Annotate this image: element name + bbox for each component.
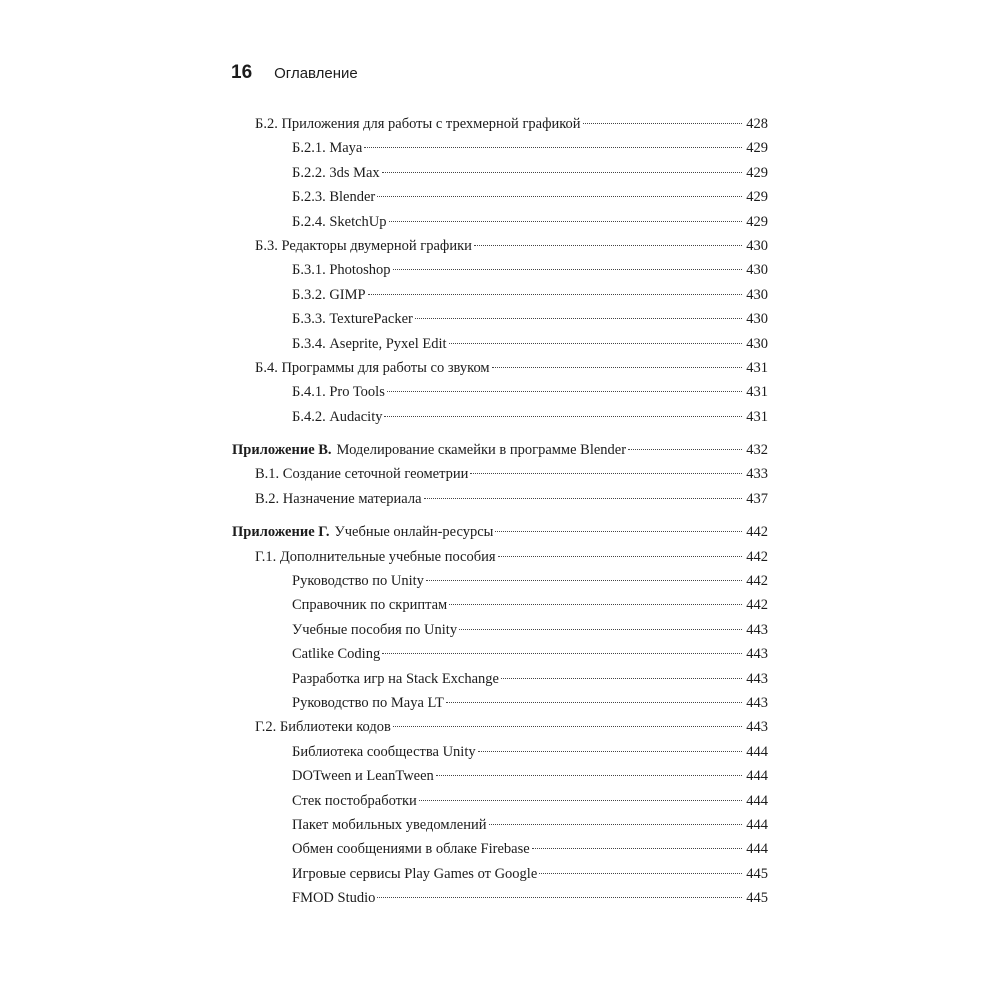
toc-entry-title: Руководство по Maya LT <box>292 694 444 711</box>
toc-entry[interactable] <box>232 549 768 573</box>
dot-leader <box>419 800 742 801</box>
toc-entry[interactable] <box>232 622 768 646</box>
toc-entry[interactable] <box>232 336 768 360</box>
toc-entry-page-number: 428 <box>746 116 768 132</box>
toc-entry-title: Игровые сервисы Play Games от Google <box>292 865 538 882</box>
dot-leader <box>446 702 742 703</box>
toc-entry[interactable] <box>232 287 768 311</box>
toc-entry[interactable] <box>232 573 768 597</box>
toc-entry-page-number: 445 <box>746 865 768 882</box>
running-head <box>231 62 358 88</box>
toc-entry-page-number: 444 <box>746 816 768 833</box>
toc-entry-title: DOTween и LeanTween <box>292 768 434 785</box>
toc-entry[interactable] <box>232 214 768 238</box>
toc-entry-page-number: 430 <box>746 237 768 254</box>
toc-entry-title: Учебные онлайн-ресурсы <box>334 524 494 541</box>
toc-entry-page-number: 430 <box>746 311 768 328</box>
dot-leader <box>393 726 742 727</box>
dot-leader <box>449 604 742 605</box>
dot-leader <box>459 629 742 630</box>
dot-leader <box>377 897 742 898</box>
toc-entry[interactable] <box>232 140 768 164</box>
toc-entry-title: Б.3.2. GIMP <box>292 286 366 303</box>
dot-leader <box>389 221 742 222</box>
dot-leader <box>436 775 742 776</box>
toc-entry-title: Б.2.3. Blender <box>292 189 376 206</box>
toc-entry-page-number: 443 <box>746 719 768 736</box>
toc-entry-title: Учебные пособия по Unity <box>292 621 458 638</box>
toc-entry-page-number: 429 <box>746 213 768 230</box>
toc-entry[interactable] <box>232 841 768 865</box>
toc-entry-page-number: 442 <box>746 573 768 590</box>
toc-entry[interactable] <box>232 744 768 768</box>
dot-leader <box>387 391 742 392</box>
toc-entry-title: FMOD Studio <box>292 890 376 907</box>
toc-entry-title: Библиотека сообщества Unity <box>292 743 476 760</box>
page-number: 16 <box>231 62 253 83</box>
toc-entry[interactable] <box>232 491 768 515</box>
dot-leader <box>532 848 742 849</box>
toc-entry-page-number: 444 <box>746 841 768 858</box>
toc-entry-page-number: 442 <box>746 548 768 565</box>
toc-entry-page-number: 444 <box>746 743 768 760</box>
toc-entry-page-number: 442 <box>746 524 768 541</box>
toc-entry-page-number: 442 <box>746 597 768 614</box>
toc-entry-title: Обмен сообщениями в облаке Firebase <box>292 841 530 858</box>
toc-entry-page-number: 443 <box>746 694 768 711</box>
toc-entry-page-number: 443 <box>746 670 768 687</box>
toc-entry-page-number: 443 <box>746 621 768 638</box>
dot-leader <box>364 147 742 148</box>
toc-entry-page-number: 444 <box>746 792 768 809</box>
toc-entry-page-number: 430 <box>746 262 768 279</box>
toc-entry-page-number: 437 <box>746 490 768 507</box>
toc-entry-page-number: 431 <box>746 384 768 401</box>
toc-entry-title: Б.3. Редакторы двумерной графики <box>255 237 472 254</box>
toc-entry-title: Б.4.2. Audacity <box>292 408 383 425</box>
toc-entry[interactable] <box>232 262 768 286</box>
dot-leader <box>382 172 742 173</box>
toc-entry-title: Catlike Coding <box>292 646 381 663</box>
toc-entry[interactable] <box>232 890 768 914</box>
toc-entry-title: Стек постобработки <box>292 792 417 809</box>
dot-leader <box>628 449 742 450</box>
table-of-contents <box>232 116 768 915</box>
toc-entry-title: Г.2. Библиотеки кодов <box>255 719 391 736</box>
toc-entry-page-number: 430 <box>746 335 768 352</box>
dot-leader <box>489 824 742 825</box>
toc-entry-title: Б.4. Программы для работы со звуком <box>255 359 490 376</box>
toc-entry[interactable] <box>232 524 768 548</box>
toc-entry-title: Моделирование скамейки в программе Blender <box>336 442 627 459</box>
toc-entry[interactable] <box>232 384 768 408</box>
dot-leader <box>426 580 742 581</box>
toc-entry[interactable] <box>232 671 768 695</box>
toc-entry-title: Б.2.4. SketchUp <box>292 213 387 230</box>
toc-entry-title: Б.2. Приложения для работы с трехмерной графикой <box>255 116 581 132</box>
toc-entry-page-number: 429 <box>746 189 768 206</box>
toc-entry-page-number: 432 <box>746 442 768 459</box>
toc-entry-page-number: 445 <box>746 890 768 907</box>
toc-entry-title: Г.1. Дополнительные учебные пособия <box>255 548 496 565</box>
toc-entry[interactable] <box>232 817 768 841</box>
toc-entry[interactable] <box>232 165 768 189</box>
dot-leader <box>583 123 742 124</box>
toc-entry-page-number: 444 <box>746 768 768 785</box>
dot-leader <box>498 556 742 557</box>
dot-leader <box>393 269 742 270</box>
toc-entry-title: Б.3.3. TexturePacker <box>292 311 413 328</box>
toc-entry-page-number: 429 <box>746 140 768 157</box>
toc-entry[interactable] <box>232 409 768 433</box>
toc-entry[interactable] <box>232 311 768 335</box>
toc-entry-page-number: 443 <box>746 646 768 663</box>
toc-entry[interactable] <box>232 793 768 817</box>
toc-entry-title: Пакет мобильных уведомлений <box>292 816 487 833</box>
dot-leader <box>470 473 742 474</box>
dot-leader <box>495 531 742 532</box>
dot-leader <box>449 343 742 344</box>
toc-entry-title: Б.2.1. Maya <box>292 140 363 157</box>
dot-leader <box>384 416 742 417</box>
dot-leader <box>474 245 742 246</box>
toc-entry-title: В.2. Назначение материала <box>255 490 422 507</box>
toc-entry-title: Справочник по скриптам <box>292 597 448 614</box>
toc-entry-title: Б.2.2. 3ds Max <box>292 164 380 181</box>
toc-entry[interactable] <box>232 466 768 490</box>
toc-entry[interactable] <box>232 116 768 140</box>
toc-entry-page-number: 429 <box>746 164 768 181</box>
dot-leader <box>415 318 742 319</box>
toc-entry-page-number: 433 <box>746 466 768 483</box>
toc-entry[interactable] <box>232 597 768 621</box>
toc-entry-prefix: Приложение Г. <box>232 524 330 541</box>
dot-leader <box>382 653 742 654</box>
dot-leader <box>377 196 742 197</box>
toc-entry-page-number: 431 <box>746 408 768 425</box>
toc-entry-title: В.1. Создание сеточной геометрии <box>255 466 469 483</box>
toc-entry[interactable] <box>232 189 768 213</box>
dot-leader <box>501 678 742 679</box>
dot-leader <box>368 294 742 295</box>
toc-entry-title: Б.4.1. Pro Tools <box>292 384 385 401</box>
dot-leader <box>539 873 742 874</box>
toc-entry[interactable] <box>232 360 768 384</box>
toc-entry-title: Б.3.1. Photoshop <box>292 262 391 279</box>
dot-leader <box>492 367 742 368</box>
dot-leader <box>478 751 742 752</box>
toc-entry-prefix: Приложение В. <box>232 442 332 459</box>
toc-entry-page-number: 430 <box>746 286 768 303</box>
toc-entry[interactable] <box>232 866 768 890</box>
toc-entry[interactable] <box>232 768 768 792</box>
toc-entry[interactable] <box>232 695 768 719</box>
dot-leader <box>424 498 742 499</box>
toc-entry-title: Б.3.4. Aseprite, Pyxel Edit <box>292 335 447 352</box>
toc-entry[interactable] <box>232 646 768 670</box>
toc-entry[interactable] <box>232 442 768 466</box>
toc-entry-title: Руководство по Unity <box>292 573 424 590</box>
toc-entry[interactable] <box>232 238 768 262</box>
toc-entry-title: Разработка игр на Stack Exchange <box>292 670 499 687</box>
toc-entry-page-number: 431 <box>746 359 768 376</box>
toc-entry[interactable] <box>232 719 768 743</box>
running-title: Оглавление <box>274 65 358 82</box>
